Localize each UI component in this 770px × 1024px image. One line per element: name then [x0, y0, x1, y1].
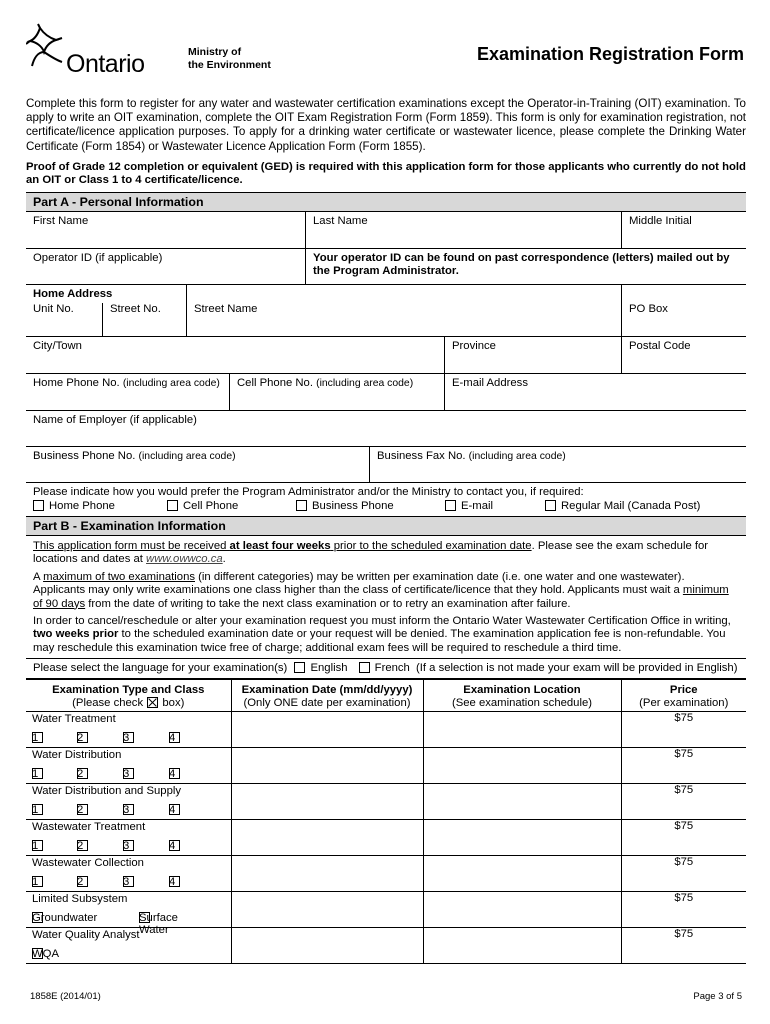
exam-class-label: 1 [32, 767, 39, 780]
exam-class-options [32, 764, 225, 781]
last-name-field[interactable] [305, 212, 621, 248]
middle-initial-field[interactable] [621, 212, 746, 248]
col-exam-type-sub: (Please check [72, 696, 144, 709]
language-prompt: Please select the language for your examination(s) [33, 662, 288, 675]
operator-row [26, 249, 746, 285]
exam-row [26, 927, 746, 963]
logo-wordmark: Ontario [66, 50, 145, 78]
col-exam-location-sub: (See examination schedule) [451, 696, 593, 709]
exam-row [26, 783, 746, 819]
unit-no-field[interactable] [26, 303, 102, 336]
ministry-line2: the Environment [188, 59, 271, 71]
exam-class-label: 4 [169, 839, 176, 852]
exam-row [26, 891, 746, 927]
address-row [26, 285, 746, 337]
ontario-logo [26, 22, 171, 76]
trillium-icon [26, 22, 66, 72]
last-name-label: Last Name [313, 215, 368, 227]
contact-business-phone-label: Business Phone [312, 500, 394, 512]
text: at least four weeks [229, 540, 331, 552]
city-row [26, 337, 746, 374]
exam-class-label: 2 [77, 731, 84, 744]
exam-type-cell [26, 855, 231, 891]
exam-class-label: 1 [32, 875, 39, 888]
text: maximum of two examinations [43, 570, 195, 583]
province-field[interactable] [444, 337, 621, 373]
exam-price: $75 [621, 783, 746, 819]
employer-label: Name of Employer (if applicable) [33, 414, 197, 426]
contact-home-phone-label: Home Phone [49, 500, 115, 512]
exam-class-label: 3 [123, 803, 130, 816]
exam-class-options [32, 944, 225, 961]
po-box-field[interactable] [621, 285, 746, 336]
exam-class-label: 3 [123, 839, 130, 852]
home-phone-hint: (including area code) [122, 378, 220, 389]
exam-location-input[interactable] [423, 711, 621, 747]
checkbox[interactable] [545, 500, 556, 511]
exam-date-input[interactable] [231, 891, 423, 927]
first-name-label: First Name [33, 215, 89, 227]
col-exam-date [231, 679, 423, 711]
exam-class-label: 1 [32, 839, 39, 852]
city-label: City/Town [33, 340, 82, 352]
street-name-label: Street Name [194, 303, 258, 315]
ministry-name [188, 46, 271, 72]
part-a-header: Part A - Personal Information [26, 192, 746, 211]
business-row [26, 447, 746, 483]
unit-no-label: Unit No. [33, 303, 74, 315]
text: prior to the scheduled examination date [330, 540, 532, 552]
exam-price: $75 [621, 855, 746, 891]
exam-class-label: 3 [123, 731, 130, 744]
col-exam-type [26, 679, 231, 711]
exam-class-label: 4 [169, 731, 176, 744]
business-fax-hint: (including area code) [468, 451, 566, 462]
address-unit-street [26, 285, 186, 336]
cell-phone-label: Cell Phone No. [237, 377, 313, 389]
exam-type-name: Water Distribution [32, 748, 122, 761]
contact-home-phone[interactable] [33, 500, 115, 512]
cell-phone-field[interactable] [229, 374, 444, 410]
col-price-title: Price [669, 683, 698, 696]
exam-class-label: 4 [169, 767, 176, 780]
text: to the scheduled examination date or your request will be denied. The examination application fee is non-refundable. You may reschedule this examination twice free of charge; additional exam fees will be required to reschedule a third time. [33, 628, 726, 654]
checked-box-icon [147, 697, 158, 708]
exam-type-cell [26, 819, 231, 855]
text: from the date of writing to take the next class examination or to retry an examination after failure. [85, 597, 571, 610]
exam-price: $75 [621, 747, 746, 783]
phone-row [26, 374, 746, 411]
exam-class-label: 4 [169, 803, 176, 816]
postal-code-label: Postal Code [629, 340, 691, 352]
contact-regular-mail[interactable] [545, 500, 700, 512]
name-row [26, 211, 746, 249]
exam-price: $75 [621, 819, 746, 855]
exam-class-options [32, 872, 225, 889]
business-fax-field[interactable] [369, 447, 746, 482]
text: This application form must be received [33, 540, 230, 552]
po-box-label: PO Box [629, 303, 668, 315]
exam-type-name: Water Quality Analyst [32, 928, 140, 941]
french-label: French [374, 662, 410, 675]
exam-class-label: 2 [77, 767, 84, 780]
contact-question: Please indicate how you would prefer the Program Administrator and/or the Ministry to contact you, if required: [33, 486, 584, 498]
email-field[interactable] [444, 374, 746, 410]
part-b-instructions [26, 540, 746, 655]
col-exam-location-title: Examination Location [463, 683, 581, 696]
exam-date-input[interactable] [231, 783, 423, 819]
city-field[interactable] [26, 337, 444, 373]
page-number: Page 3 of 5 [693, 991, 742, 1002]
operator-id-label: Operator ID (if applicable) [33, 252, 163, 264]
text: . [222, 553, 226, 566]
checkbox[interactable] [445, 500, 456, 511]
col-price [621, 679, 746, 711]
header [26, 14, 746, 92]
footer [30, 991, 742, 1002]
middle-initial-label: Middle Initial [629, 215, 692, 227]
email-label: E-mail Address [452, 377, 528, 389]
exam-row [26, 747, 746, 783]
contact-business-phone[interactable] [296, 500, 394, 512]
exam-class-label: 4 [169, 875, 176, 888]
exam-class-label: 1 [32, 731, 39, 744]
exam-class-options [32, 728, 225, 745]
home-phone-field[interactable] [26, 374, 229, 410]
language-selection [26, 658, 746, 678]
english-label: English [310, 662, 348, 675]
exam-table [26, 679, 746, 964]
business-phone-label: Business Phone No. [33, 450, 136, 462]
street-name-field[interactable] [186, 285, 621, 336]
exam-class-options [32, 836, 225, 853]
contact-options [26, 498, 746, 517]
exam-type-cell [26, 747, 231, 783]
exam-class-options [32, 800, 225, 817]
employer-row [26, 411, 746, 447]
schedule-link[interactable]: www.owwco.ca [146, 553, 223, 566]
postal-code-field[interactable] [621, 337, 746, 373]
exam-type-name: Wastewater Collection [32, 856, 144, 869]
checkbox[interactable] [167, 500, 178, 511]
business-fax-label: Business Fax No. [377, 450, 466, 462]
exam-row [26, 855, 746, 891]
form-number: 1858E (2014/01) [30, 991, 101, 1002]
exam-date-input[interactable] [231, 927, 423, 963]
text: A [33, 570, 44, 583]
contact-email-label: E-mail [461, 500, 494, 512]
checkbox[interactable] [296, 500, 307, 511]
exam-class-label: 2 [77, 803, 84, 816]
french-checkbox[interactable] [359, 662, 370, 673]
col-exam-date-title: Examination Date (mm/dd/yyyy) [241, 683, 413, 696]
col-price-sub: (Per examination) [639, 696, 729, 709]
col-exam-type-sub2: box) [162, 696, 185, 709]
exam-date-input[interactable] [231, 819, 423, 855]
home-address-label: Home Address [33, 288, 113, 300]
exam-class-label: 1 [32, 803, 39, 816]
exam-type-name: Limited Subsystem [32, 892, 128, 905]
ministry-line1: Ministry of [188, 46, 242, 58]
cell-phone-hint: (including area code) [316, 378, 414, 389]
contact-email[interactable] [445, 500, 493, 512]
exam-class-label: Surface Water [139, 911, 178, 936]
exam-location-input[interactable] [423, 747, 621, 783]
exam-location-input[interactable] [423, 783, 621, 819]
col-exam-type-title: Examination Type and Class [52, 683, 205, 696]
text: (in different categories) may be written per examination date (i.e. one water and one wastewater). Applicants may only write examinations one class higher than the class of certificate/licence that they hold. Applicants must wait a [33, 570, 685, 597]
col-exam-location [423, 679, 621, 711]
exam-date-input[interactable] [231, 711, 423, 747]
exam-location-input[interactable] [423, 819, 621, 855]
text: In order to cancel/reschedule or alter your examination request you must inform the Ontario Water Wastewater Certification Office in writing, [33, 615, 731, 628]
exam-class-label: 3 [123, 767, 130, 780]
exam-row [26, 819, 746, 855]
exam-class-label: 2 [77, 839, 84, 852]
proof-notice: Proof of Grade 12 completion or equivalent (GED) is required with this application form for those applicants who currently do not hold an OIT or Class 1 to 4 certificate/licence. [26, 160, 746, 187]
exam-price: $75 [621, 711, 746, 747]
province-label: Province [452, 340, 496, 352]
checkbox[interactable] [33, 500, 44, 511]
contact-cell-phone-label: Cell Phone [183, 500, 239, 512]
exam-type-cell [26, 927, 231, 963]
exam-date-input[interactable] [231, 855, 423, 891]
paragraph-cancel [33, 615, 739, 655]
exam-type-cell [26, 711, 231, 747]
exam-type-name: Wastewater Treatment [32, 820, 146, 833]
operator-id-field[interactable] [26, 249, 305, 284]
operator-id-note: Your operator ID can be found on past correspondence (letters) mailed out by the Program Administrator. [305, 249, 746, 284]
employer-field[interactable] [26, 411, 746, 446]
exam-type-name: Water Treatment [32, 712, 116, 725]
street-no-field[interactable] [102, 303, 186, 336]
form-title: Examination Registration Form [476, 44, 744, 64]
exam-type-name: Water Distribution and Supply [32, 784, 182, 797]
paragraph-maximum [33, 571, 739, 611]
contact-regular-mail-label: Regular Mail (Canada Post) [561, 500, 701, 512]
exam-class-label: 2 [77, 875, 84, 888]
exam-row [26, 711, 746, 747]
language-note: (If a selection is not made your exam will be provided in English) [415, 662, 738, 675]
paragraph-deadline [33, 540, 739, 567]
exam-location-input[interactable] [423, 855, 621, 891]
exam-class-label: WQA [32, 947, 59, 960]
form-page [26, 14, 746, 964]
exam-location-input[interactable] [423, 891, 621, 927]
exam-type-cell [26, 783, 231, 819]
text: two weeks prior [33, 628, 119, 641]
intro-text: Complete this form to register for any water and wastewater certification examinations except the Operator-in-Training (OIT) examination. To apply to write an OIT examination, complete the OIT Exam Registration Form (Form 1859). This form is only for examination registration, not certificate/licence application purposes. To apply for a drinking water certificate or wastewater licence, please complete the Drinking Water Certificate (Form 1854) or Wastewater Licence Application Form (Form 1855). [26, 97, 746, 153]
exam-location-input[interactable] [423, 927, 621, 963]
business-phone-hint: (including area code) [138, 451, 236, 462]
first-name-field[interactable] [26, 212, 305, 248]
exam-price: $75 [621, 927, 746, 963]
contact-cell-phone[interactable] [167, 500, 238, 512]
exam-class-label: Groundwater [32, 911, 98, 924]
exam-date-input[interactable] [231, 747, 423, 783]
part-b-header: Part B - Examination Information [26, 517, 746, 536]
exam-rows [26, 711, 746, 963]
text: . Please see the exam schedule for locations and dates at [33, 540, 709, 566]
exam-price: $75 [621, 891, 746, 927]
business-phone-field[interactable] [26, 447, 369, 482]
col-exam-date-sub: (Only ONE date per examination) [243, 696, 411, 709]
english-checkbox[interactable] [294, 662, 305, 673]
exam-class-label: 3 [123, 875, 130, 888]
street-no-label: Street No. [110, 303, 161, 315]
home-phone-label: Home Phone No. [33, 377, 120, 389]
text: minimum of 90 days [33, 584, 729, 610]
